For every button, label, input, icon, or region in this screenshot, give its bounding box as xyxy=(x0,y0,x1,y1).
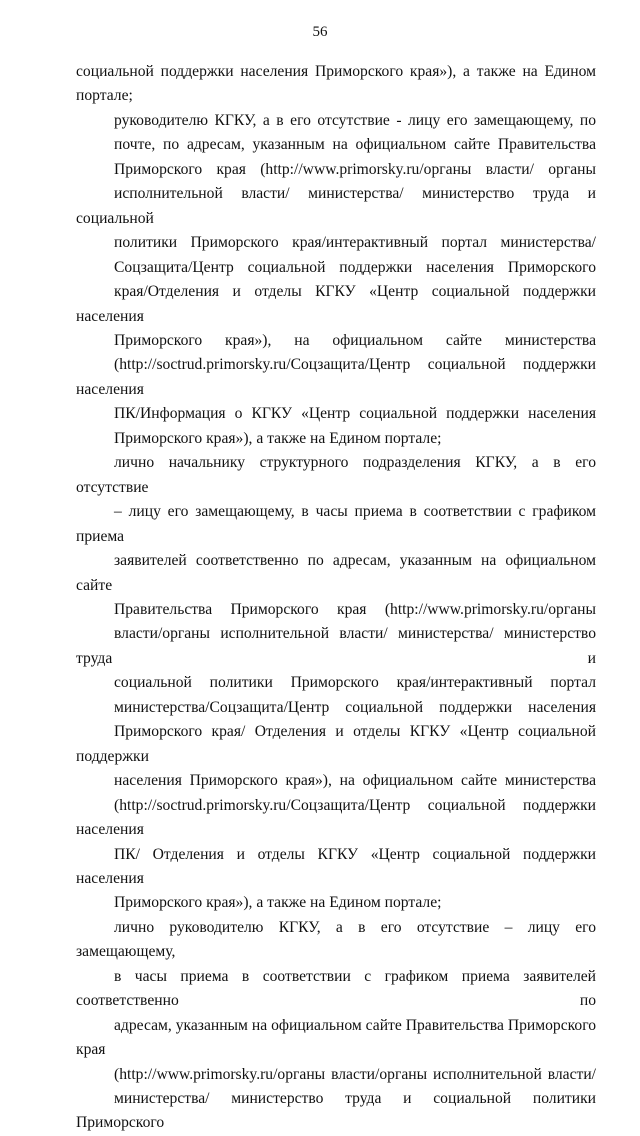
text-line: Приморского края»), а также на Едином портале; xyxy=(114,894,442,912)
paragraph-mail-to-head xyxy=(76,109,596,451)
text-line: – лицу его замещающему, в часы приема в соответствии с графиком приема xyxy=(76,503,596,545)
text-line: Приморского края»), на официальном сайте министерства xyxy=(114,331,596,349)
paragraph-in-person-to-division-head xyxy=(76,451,596,916)
text-line: министерства/Соцзащита/Центр социальной поддержки населения xyxy=(114,698,596,716)
paragraph-continuation xyxy=(76,60,596,109)
text-line: руководителю КГКУ, а в его отсутствие - лицу его замещающему, по xyxy=(114,111,596,129)
text-line: (http://soctrud.primorsky.ru/Соцзащита/Центр социальной поддержки населения xyxy=(76,356,596,398)
text-line: Соцзащита/Центр социальной поддержки населения Приморского xyxy=(114,258,596,276)
text-line: социальной поддержки населения Приморского края»), а также на Едином xyxy=(76,63,596,80)
text-line: населения Приморского края»), на официальном сайте министерства xyxy=(114,772,596,790)
document-body xyxy=(76,60,596,1136)
text-line: Приморского края (http://www.primorsky.ru/органы власти/ органы xyxy=(114,160,596,178)
text-line: Приморского края/ Отделения и отделы КГКУ «Центр социальной поддержки xyxy=(76,723,596,765)
page-number: 56 xyxy=(312,24,328,40)
text-line: социальной политики Приморского края/интерактивный портал xyxy=(114,674,596,692)
text-line: ПК/ Отделения и отделы КГКУ «Центр социальной поддержки населения xyxy=(76,845,596,887)
paragraph-in-person-to-head xyxy=(76,916,596,1136)
text-line: министерства/ министерство труда и социальной политики Приморского xyxy=(76,1090,596,1132)
text-line: адресам, указанным на официальном сайте Правительства Приморского края xyxy=(76,1016,596,1059)
text-line: лично начальнику структурного подразделения КГКУ, а в его отсутствие xyxy=(76,454,596,496)
text-line: власти/органы исполнительной власти/ министерства/ министерство труда и xyxy=(76,625,596,667)
text-line: Приморского края»), а также на Едином портале; xyxy=(114,429,442,447)
text-line: почте, по адресам, указанным на официальном сайте Правительства xyxy=(114,136,596,154)
text-line: лично руководителю КГКУ, а в его отсутствие – лицу его замещающему, xyxy=(76,918,596,961)
text-line: (http://www.primorsky.ru/органы власти/органы исполнительной власти/ xyxy=(114,1065,596,1083)
text-line: политики Приморского края/интерактивный портал министерства/ xyxy=(114,234,596,252)
text-line: исполнительной власти/ министерства/ министерство труда и социальной xyxy=(76,185,596,227)
text-line: в часы приема в соответствии с графиком приема заявителей соответственно по xyxy=(76,967,596,1010)
text-line: края/Отделения и отделы КГКУ «Центр социальной поддержки населения xyxy=(76,283,596,325)
text-line: портале; xyxy=(76,87,133,105)
text-line: ПК/Информация о КГКУ «Центр социальной поддержки населения xyxy=(114,405,596,423)
text-line: (http://soctrud.primorsky.ru/Соцзащита/Центр социальной поддержки населения xyxy=(76,796,596,839)
text-line: заявителей соответственно по адресам, указанным на официальном сайте xyxy=(76,552,596,594)
text-line: Правительства Приморского края (http://www.primorsky.ru/органы xyxy=(114,600,596,618)
